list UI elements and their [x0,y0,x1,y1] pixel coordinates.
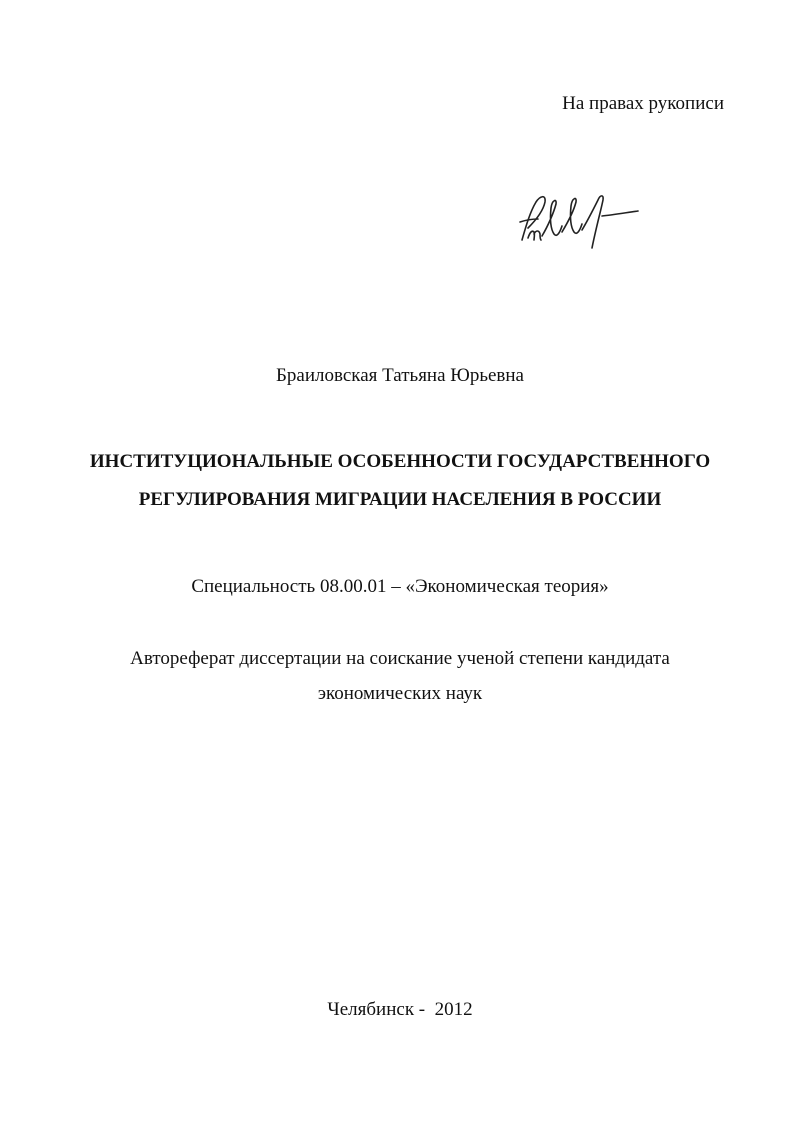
city-year: Челябинск - 2012 [327,999,473,1020]
manuscript-rights-note: На правах рукописи [562,93,724,114]
title-line-2: РЕГУЛИРОВАНИЯ МИГРАЦИИ НАСЕЛЕНИЯ В РОССИИ [138,489,662,510]
handwritten-signature [512,182,652,254]
signature-icon [512,182,652,254]
document-title [0,443,800,519]
abstract-line-1: Автореферат диссертации на соискание ученой степени кандидата [130,648,670,669]
title-line-1: ИНСТИТУЦИОНАЛЬНЫЕ ОСОБЕННОСТИ ГОСУДАРСТВЕННОГО [89,451,711,472]
abstract-description [0,641,800,711]
specialty-line: Специальность 08.00.01 – «Экономическая теория» [191,576,609,597]
author-name: Браиловская Татьяна Юрьевна [276,365,524,386]
abstract-line-2: экономических наук [317,683,483,704]
